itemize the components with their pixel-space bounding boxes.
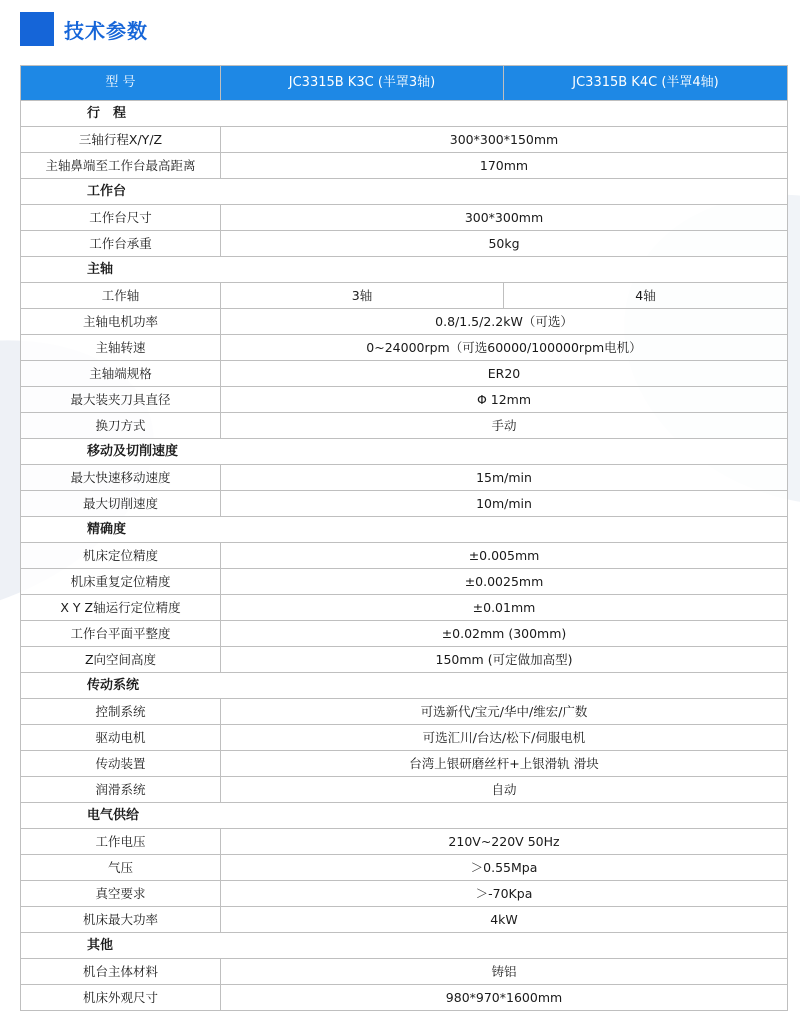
table-row — [21, 569, 788, 595]
spec-table — [20, 65, 788, 1011]
section-title: 工作台 — [21, 179, 788, 205]
table-row — [21, 361, 788, 387]
section-row — [21, 803, 788, 829]
section-title: 移动及切削速度 — [21, 439, 788, 465]
param-value: 980*970*1600mm — [221, 985, 788, 1011]
param-value: 可选新代/宝元/华中/维宏/广数 — [221, 699, 788, 725]
param-value: 170mm — [221, 153, 788, 179]
param-label: 润滑系统 — [21, 777, 221, 803]
param-value-k3c: 3轴 — [221, 283, 504, 309]
table-row — [21, 283, 788, 309]
table-row — [21, 387, 788, 413]
param-label: 工作台尺寸 — [21, 205, 221, 231]
param-value: ±0.02mm (300mm) — [221, 621, 788, 647]
table-row — [21, 205, 788, 231]
param-label: 控制系统 — [21, 699, 221, 725]
param-label: 三轴行程X/Y/Z — [21, 127, 221, 153]
table-row — [21, 985, 788, 1011]
table-header-row — [21, 66, 788, 101]
param-label: 真空要求 — [21, 881, 221, 907]
param-value: 可选汇川/台达/松下/伺服电机 — [221, 725, 788, 751]
param-value: ±0.005mm — [221, 543, 788, 569]
spec-table-body — [21, 101, 788, 1011]
section-title: 传动系统 — [21, 673, 788, 699]
param-label: 最大装夹刀具直径 — [21, 387, 221, 413]
param-value: 台湾上银研磨丝杆+上银滑轨 滑块 — [221, 751, 788, 777]
table-row — [21, 543, 788, 569]
table-row — [21, 153, 788, 179]
section-row — [21, 933, 788, 959]
param-label: 机床外观尺寸 — [21, 985, 221, 1011]
section-title: 行 程 — [21, 101, 788, 127]
param-value: 150mm (可定做加高型) — [221, 647, 788, 673]
table-row — [21, 881, 788, 907]
param-label: 工作台平面平整度 — [21, 621, 221, 647]
section-row — [21, 673, 788, 699]
param-label: 换刀方式 — [21, 413, 221, 439]
param-value-k4c: 4轴 — [504, 283, 788, 309]
section-title: 其他 — [21, 933, 788, 959]
param-value: ER20 — [221, 361, 788, 387]
param-value: 4kW — [221, 907, 788, 933]
param-value: 15m/min — [221, 465, 788, 491]
param-value: ＞0.55Mpa — [221, 855, 788, 881]
param-label: 最大切削速度 — [21, 491, 221, 517]
param-label: 主轴电机功率 — [21, 309, 221, 335]
table-row — [21, 777, 788, 803]
param-label: Z向空间高度 — [21, 647, 221, 673]
param-value: ±0.01mm — [221, 595, 788, 621]
param-label: 机床最大功率 — [21, 907, 221, 933]
table-row — [21, 621, 788, 647]
section-row — [21, 179, 788, 205]
param-value: 铸铝 — [221, 959, 788, 985]
table-row — [21, 699, 788, 725]
param-label: 气压 — [21, 855, 221, 881]
table-row — [21, 413, 788, 439]
section-title: 电气供给 — [21, 803, 788, 829]
param-value: 300*300*150mm — [221, 127, 788, 153]
section-row — [21, 257, 788, 283]
param-label: 主轴鼻端至工作台最高距离 — [21, 153, 221, 179]
param-value: 300*300mm — [221, 205, 788, 231]
table-row — [21, 127, 788, 153]
param-value: ±0.0025mm — [221, 569, 788, 595]
param-value: 10m/min — [221, 491, 788, 517]
table-row — [21, 725, 788, 751]
param-label: 机床重复定位精度 — [21, 569, 221, 595]
param-label: 机床定位精度 — [21, 543, 221, 569]
title-marker-icon — [20, 12, 54, 46]
section-row — [21, 101, 788, 127]
param-label: 工作台承重 — [21, 231, 221, 257]
table-row — [21, 309, 788, 335]
param-label: 驱动电机 — [21, 725, 221, 751]
param-value: 手动 — [221, 413, 788, 439]
param-label: X Y Z轴运行定位精度 — [21, 595, 221, 621]
page-header — [20, 12, 148, 46]
param-label: 主轴转速 — [21, 335, 221, 361]
param-label: 工作轴 — [21, 283, 221, 309]
param-label: 传动装置 — [21, 751, 221, 777]
section-title: 主轴 — [21, 257, 788, 283]
table-row — [21, 751, 788, 777]
param-label: 机台主体材料 — [21, 959, 221, 985]
header-model-k3c: JC3315B K3C (半罩3轴) — [221, 66, 504, 101]
section-title: 精确度 — [21, 517, 788, 543]
param-value: ＞-70Kpa — [221, 881, 788, 907]
table-row — [21, 959, 788, 985]
param-value: 50kg — [221, 231, 788, 257]
table-row — [21, 465, 788, 491]
param-value: 0~24000rpm（可选60000/100000rpm电机） — [221, 335, 788, 361]
param-value: 自动 — [221, 777, 788, 803]
param-value: 0.8/1.5/2.2kW（可选） — [221, 309, 788, 335]
section-row — [21, 439, 788, 465]
table-row — [21, 491, 788, 517]
param-value: Φ 12mm — [221, 387, 788, 413]
page-title: 技术参数 — [64, 18, 148, 43]
header-model-k4c: JC3315B K4C (半罩4轴) — [504, 66, 788, 101]
table-row — [21, 647, 788, 673]
table-row — [21, 855, 788, 881]
section-row — [21, 517, 788, 543]
table-row — [21, 335, 788, 361]
param-value: 210V~220V 50Hz — [221, 829, 788, 855]
table-row — [21, 907, 788, 933]
table-row — [21, 231, 788, 257]
param-label: 最大快速移动速度 — [21, 465, 221, 491]
table-row — [21, 595, 788, 621]
header-model-label: 型 号 — [21, 66, 221, 101]
table-row — [21, 829, 788, 855]
param-label: 主轴端规格 — [21, 361, 221, 387]
param-label: 工作电压 — [21, 829, 221, 855]
